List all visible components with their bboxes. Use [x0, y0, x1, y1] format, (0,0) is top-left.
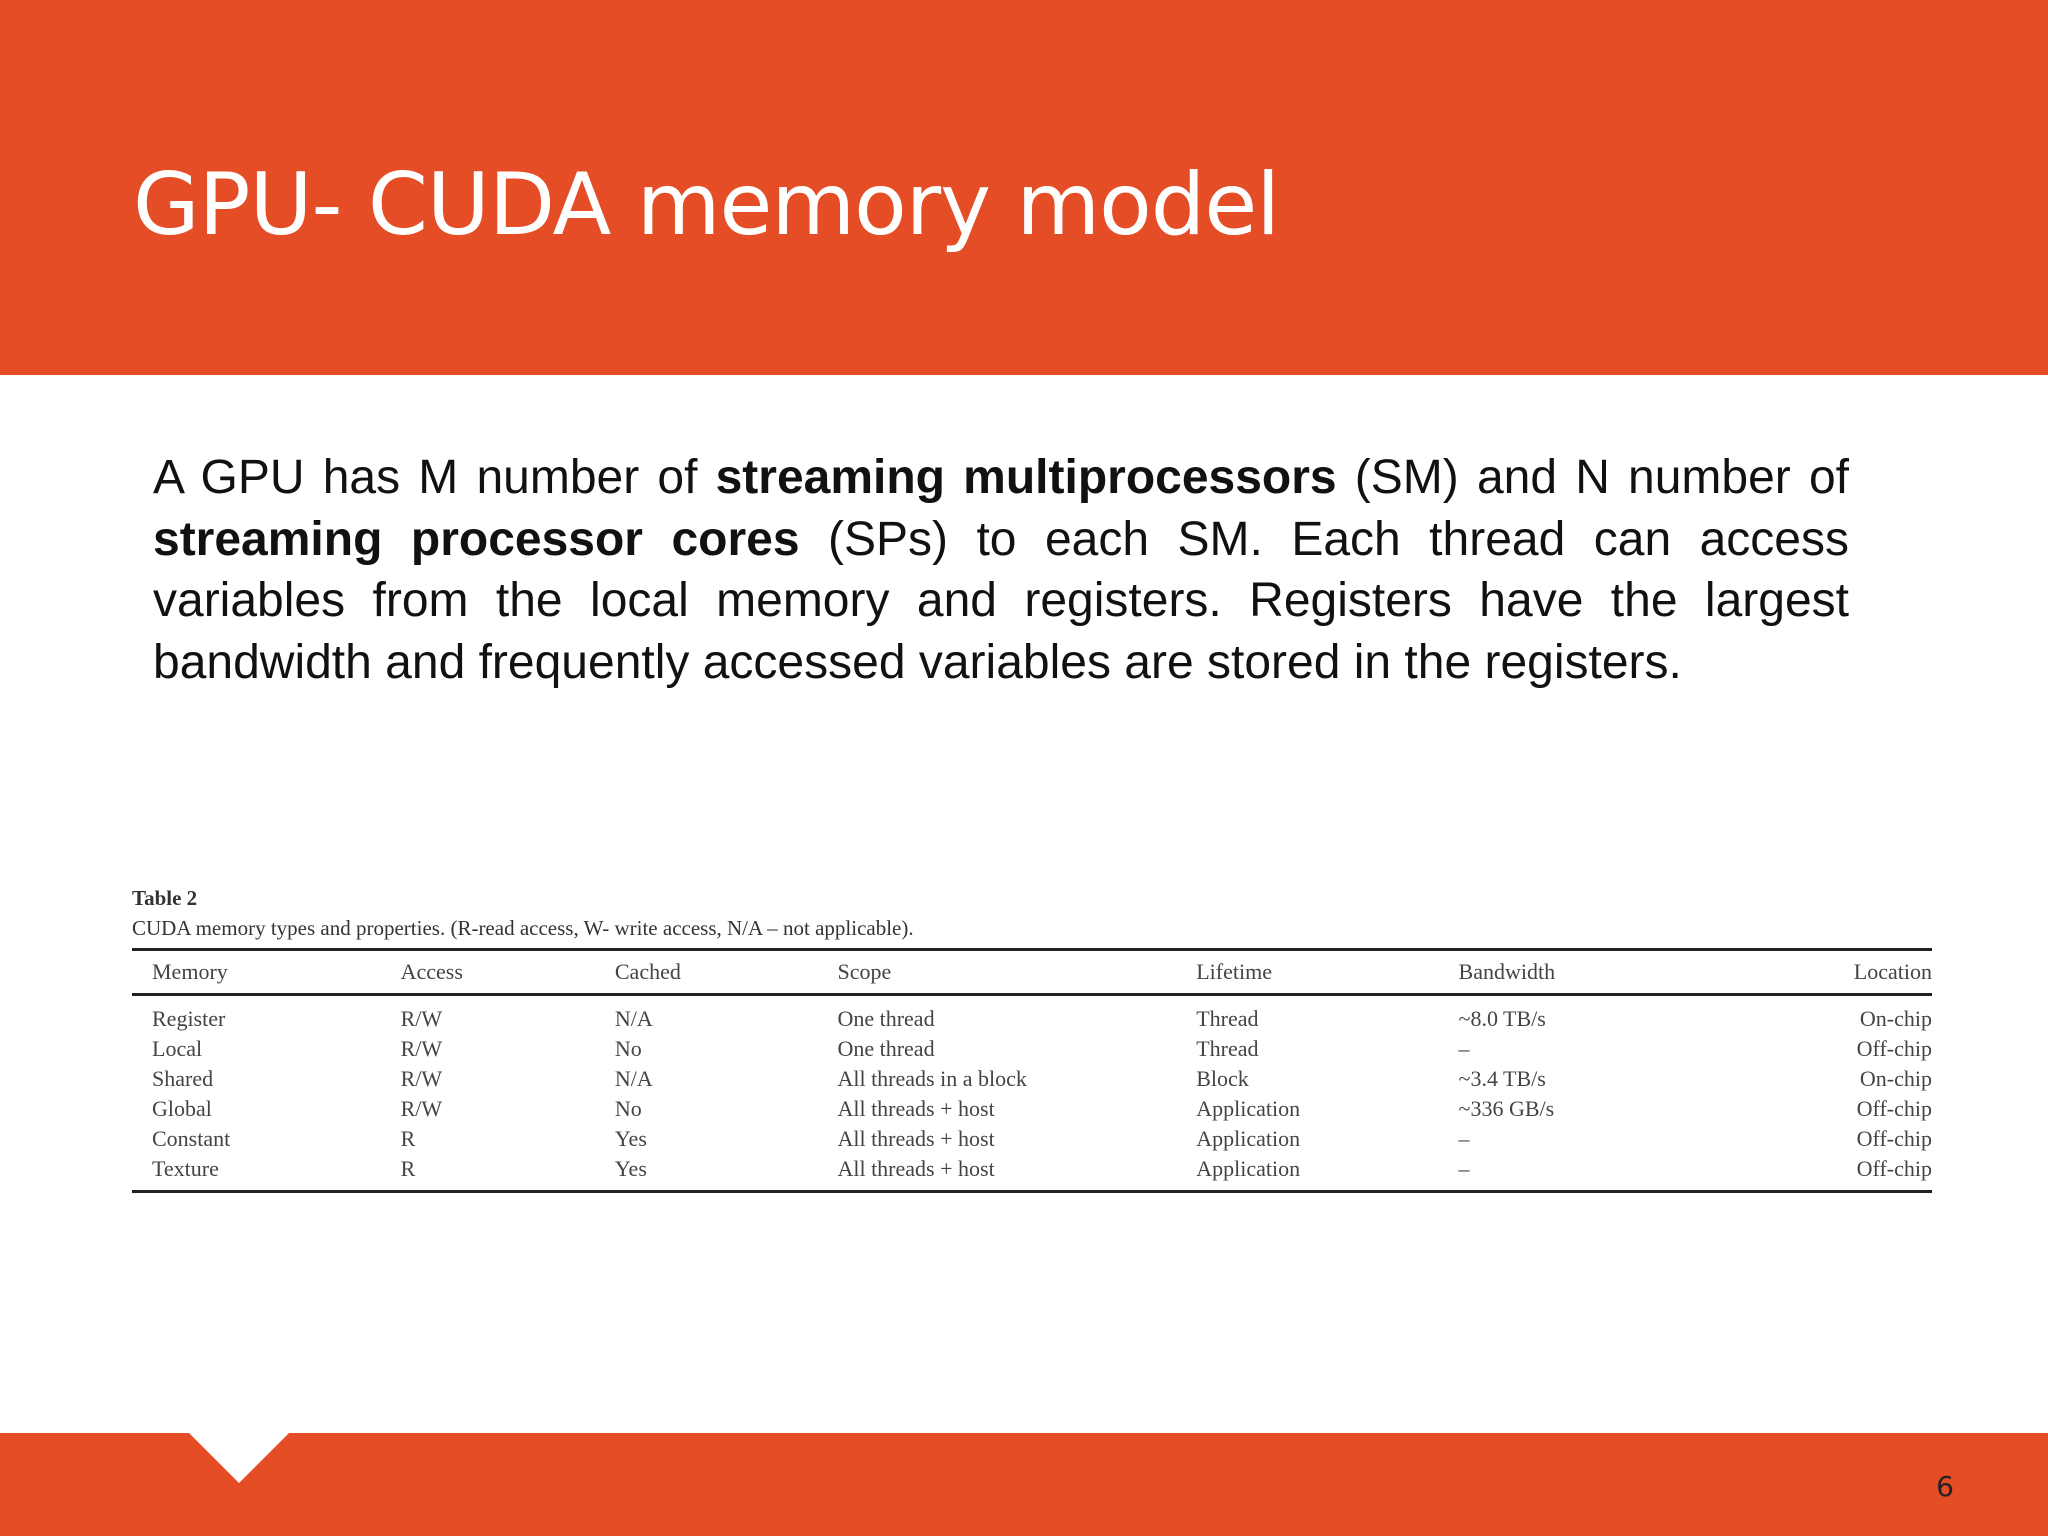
cell-lifetime: Application [1196, 1126, 1301, 1151]
cell-access: R/W [400, 1096, 443, 1121]
paragraph-text-3: (SPs) to each SM. Each thread can access variables from the local memory and registers. Registers have the largest bandwidth and frequently accessed variables are stored in the registers. [153, 512, 1849, 689]
cell-scope: All threads + host [837, 1126, 995, 1151]
table-number: Table 2 [132, 886, 198, 910]
cell-access: R/W [400, 1006, 443, 1031]
header-memory: Memory [152, 959, 228, 984]
header-access: Access [400, 959, 463, 984]
cell-cached: N/A [614, 1066, 653, 1091]
cell-location: On-chip [1859, 1066, 1932, 1091]
cell-scope: All threads + host [837, 1096, 995, 1121]
cell-bandwidth: ~336 GB/s [1458, 1096, 1555, 1121]
table-row [132, 1094, 1932, 1124]
footer-notch-decoration [189, 1433, 289, 1483]
cell-bandwidth: – [1458, 1156, 1470, 1181]
footer-banner [0, 1433, 2048, 1536]
cell-cached: Yes [614, 1126, 647, 1151]
cell-cached: No [614, 1036, 642, 1061]
cell-memory: Global [152, 1096, 212, 1121]
table-row [132, 1064, 1932, 1094]
paragraph-text-2: (SM) and N number of [1336, 451, 1849, 504]
cell-memory: Register [152, 1006, 226, 1031]
cell-bandwidth: – [1458, 1126, 1470, 1151]
cell-lifetime: Block [1196, 1066, 1249, 1091]
header-cached: Cached [614, 959, 681, 984]
paragraph-text-1: A GPU has M number of [153, 451, 716, 504]
cell-cached: N/A [614, 1006, 653, 1031]
header-lifetime: Lifetime [1196, 959, 1272, 984]
cell-cached: No [614, 1096, 642, 1121]
header-scope: Scope [837, 959, 892, 984]
header-location: Location [1853, 959, 1932, 984]
cell-lifetime: Thread [1196, 1036, 1259, 1061]
cell-access: R [400, 1156, 416, 1181]
cell-memory: Local [152, 1036, 203, 1061]
cell-cached: Yes [614, 1156, 647, 1181]
cell-access: R/W [400, 1066, 443, 1091]
cell-scope: One thread [837, 1036, 935, 1061]
header-bandwidth: Bandwidth [1458, 959, 1556, 984]
memory-types-table [132, 948, 1932, 1193]
cell-access: R/W [400, 1036, 443, 1061]
slide-title: GPU- CUDA memory model [133, 155, 1280, 255]
cell-bandwidth: – [1458, 1036, 1470, 1061]
cell-lifetime: Application [1196, 1096, 1301, 1121]
table-row [132, 1124, 1932, 1154]
cell-location: Off-chip [1856, 1036, 1932, 1061]
cell-memory: Shared [152, 1066, 214, 1091]
cell-location: Off-chip [1856, 1126, 1932, 1151]
cell-bandwidth: ~3.4 TB/s [1458, 1066, 1546, 1091]
table-caption: CUDA memory types and properties. (R-read access, W- write access, N/A – not applicable). [132, 916, 914, 940]
memory-table-figure [132, 884, 1932, 1193]
cell-memory: Constant [152, 1126, 231, 1151]
cell-access: R [400, 1126, 416, 1151]
table-row [132, 1034, 1932, 1064]
cell-location: On-chip [1859, 1006, 1932, 1031]
cell-lifetime: Application [1196, 1156, 1301, 1181]
page-number: 6 [1936, 1470, 1954, 1503]
cell-scope: One thread [837, 1006, 935, 1031]
paragraph-bold-sp: streaming processor cores [153, 512, 800, 566]
table-row [132, 1154, 1932, 1192]
cell-memory: Texture [152, 1156, 219, 1181]
cell-scope: All threads + host [837, 1156, 995, 1181]
table-row [132, 995, 1932, 1035]
cell-scope: All threads in a block [837, 1066, 1027, 1091]
cell-location: Off-chip [1856, 1096, 1932, 1121]
cell-location: Off-chip [1856, 1156, 1932, 1181]
body-paragraph [153, 447, 1849, 693]
cell-bandwidth: ~8.0 TB/s [1458, 1006, 1546, 1031]
cell-lifetime: Thread [1196, 1006, 1259, 1031]
paragraph-bold-sm: streaming multiprocessors [715, 451, 1337, 504]
table-header-row [132, 950, 1932, 995]
